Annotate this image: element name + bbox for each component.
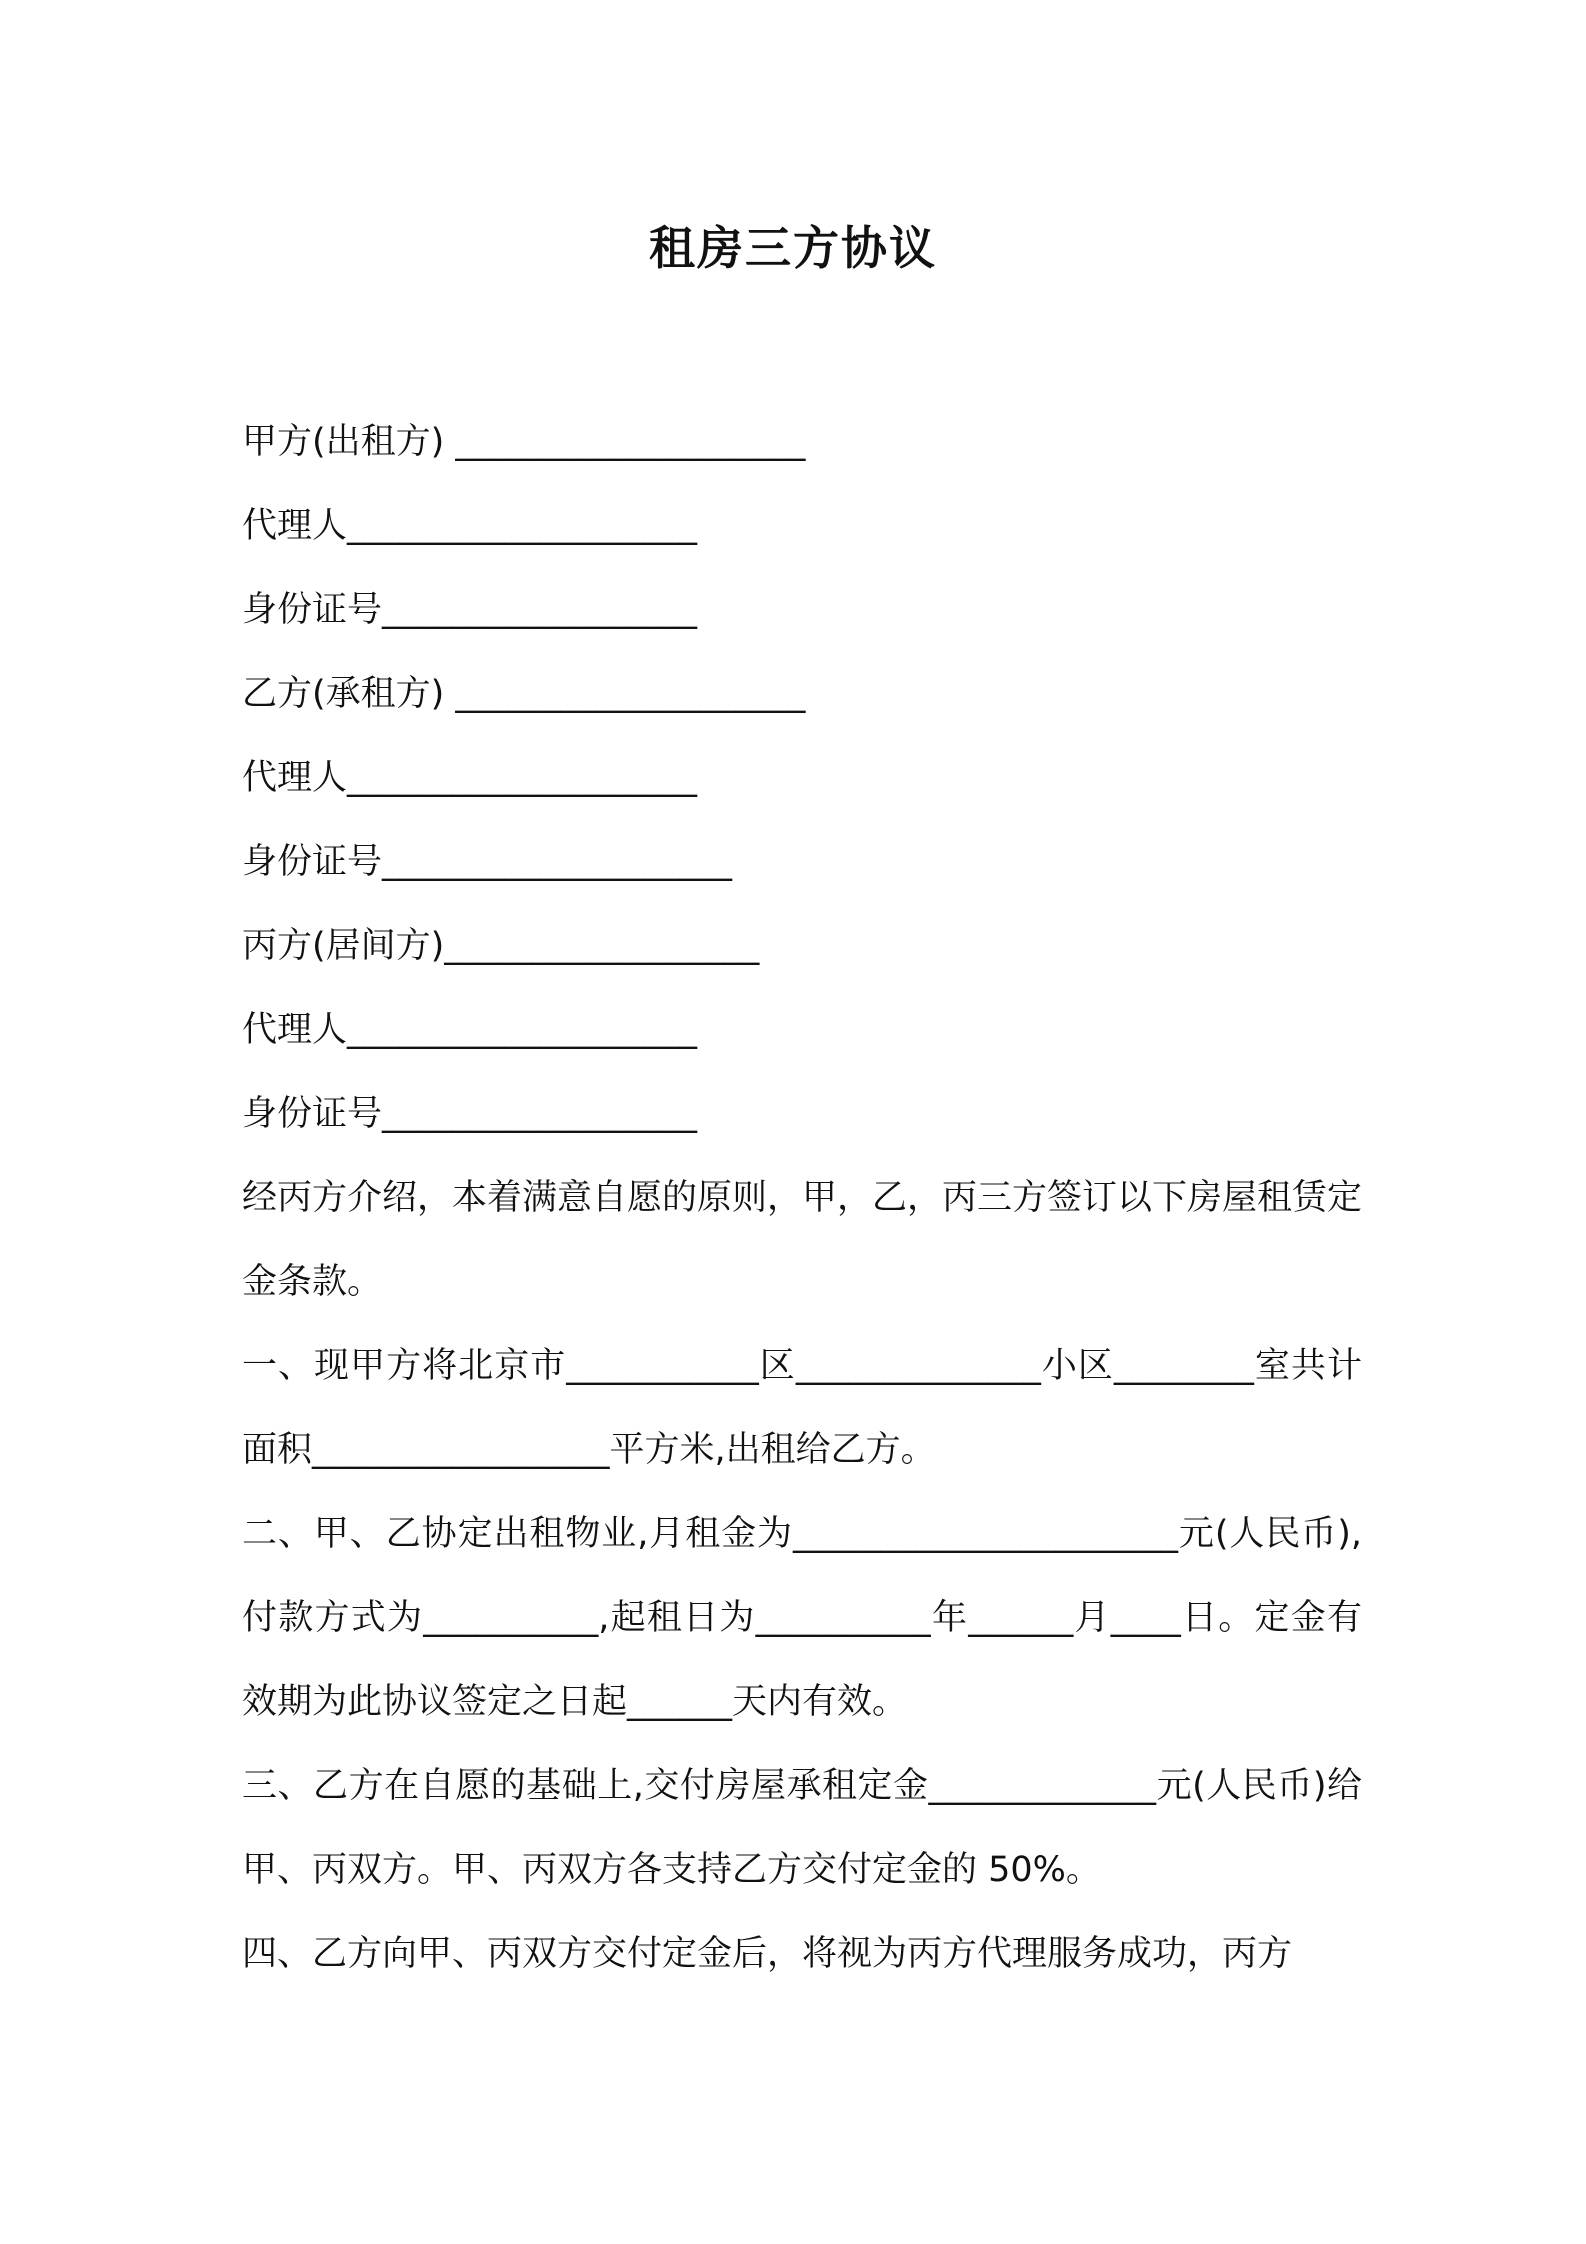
party-a-line: 甲方(出租方) ____________________ [242, 422, 806, 462]
party-c-id-line: 身份证号__________________ [242, 1094, 698, 1134]
party-b-id-line: 身份证号____________________ [242, 842, 733, 882]
clause-3: 三、乙方在自愿的基础上,交付房屋承租定金_____________元(人民币)给甲、丙双方。甲、丙双方各支持乙方交付定金的 50%。 [242, 1766, 1362, 1890]
clause-1: 一、现甲方将北京市___________区______________小区________室共计面积_________________平方米,出租给乙方。 [242, 1346, 1362, 1470]
intro-paragraph: 经丙方介绍，本着满意自愿的原则，甲，乙，丙三方签订以下房屋租赁定金条款。 [242, 1178, 1363, 1302]
party-a-agent-line: 代理人____________________ [242, 506, 698, 546]
party-b-agent-line: 代理人____________________ [242, 758, 698, 798]
party-c-line: 丙方(居间方)__________________ [242, 926, 760, 966]
party-c-agent-line: 代理人____________________ [242, 1010, 698, 1050]
document-body [242, 400, 1362, 1996]
clause-4: 四、乙方向甲、丙双方交付定金后，将视为丙方代理服务成功，丙方 [242, 1934, 1293, 1974]
party-b-line: 乙方(承租方) ____________________ [242, 674, 806, 714]
party-a-id-line: 身份证号__________________ [242, 590, 698, 630]
document-title: 租房三方协议 [649, 221, 937, 275]
clause-2: 二、甲、乙协定出租物业,月租金为______________________元(人民币),付款方式为__________,起租日为__________年______月____日。定金有效期为此协议签定之日起______天内有效。 [242, 1514, 1362, 1722]
